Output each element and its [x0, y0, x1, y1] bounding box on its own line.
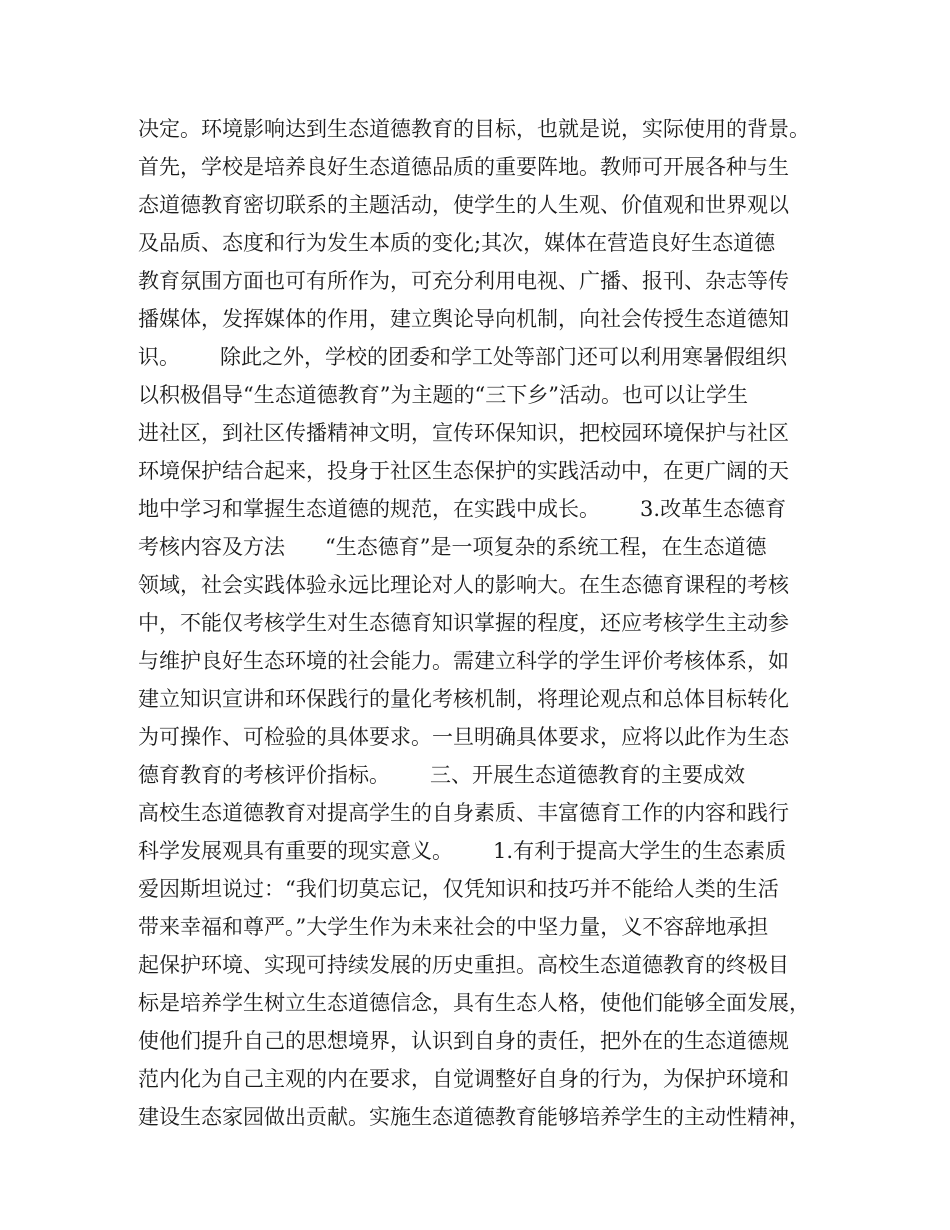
text-line: 进社区，到社区传播精神文明，宣传环保知识，把校园环境保护与社区 [138, 421, 789, 445]
text-line: 建设生态家园做出贡献。实施生态道德教育能够培养学生的主动性精神， [138, 1105, 810, 1129]
text-line: 德育教育的考核评价指标。 三、开展生态道德教育的主要成效 [138, 763, 746, 787]
text-line: 与维护良好生态环境的社会能力。需建立科学的学生评价考核体系，如 [138, 649, 789, 673]
text-line: 高校生态道德教育对提高学生的自身素质、丰富德育工作的内容和践行 [138, 801, 789, 825]
text-line: 首先，学校是培养良好生态道德品质的重要阵地。教师可开展各种与生 [138, 155, 789, 179]
text-line: 领域，社会实践体验永远比理论对人的影响大。在生态德育课程的考核 [138, 573, 789, 597]
text-line: 识。 除此之外，学校的团委和学工处等部门还可以利用寒暑假组织 [138, 345, 788, 369]
text-line: 播媒体，发挥媒体的作用，建立舆论导向机制，向社会传授生态道德知 [138, 307, 789, 331]
text-line: 使他们提升自己的思想境界，认识到自身的责任，把外在的生态道德规 [138, 1029, 789, 1053]
text-line: 为可操作、可检验的具体要求。一旦明确具体要求，应将以此作为生态 [138, 725, 789, 749]
text-line: 中，不能仅考核学生对生态德育知识掌握的程度，还应考核学生主动参 [138, 611, 789, 635]
text-line: 爱因斯坦说过：“我们切莫忘记，仅凭知识和技巧并不能给人类的生活 [138, 877, 779, 901]
text-line: 建立知识宣讲和环保践行的量化考核机制，将理论观点和总体目标转化 [138, 687, 789, 711]
text-line: 决定。环境影响达到生态道德教育的目标，也就是说，实际使用的背景。 [138, 117, 810, 141]
text-line: 环境保护结合起来，投身于社区生态保护的实践活动中，在更广阔的天 [138, 459, 789, 483]
body-text [138, 110, 828, 1136]
text-line: 及品质、态度和行为发生本质的变化;其次，媒体在营造良好生态道德 [138, 231, 776, 255]
text-line: 标是培养学生树立生态道德信念，具有生态人格，使他们能够全面发展， [138, 991, 810, 1015]
text-line: 教育氛围方面也可有所作为，可充分利用电视、广播、报刊、杂志等传 [138, 269, 789, 293]
text-line: 考核内容及方法 “生态德育”是一项复杂的系统工程，在生态道德 [138, 535, 767, 559]
text-line: 以积极倡导“生态道德教育”为主题的“三下乡”活动。也可以让学生 [138, 383, 748, 407]
text-line: 范内化为自己主观的内在要求，自觉调整好自身的行为，为保护环境和 [138, 1067, 789, 1091]
text-line: 地中学习和掌握生态道德的规范，在实践中成长。 3.改革生态德育 [138, 497, 787, 521]
text-line: 科学发展观具有重要的现实意义。 1.有利于提高大学生的生态素质 [138, 839, 787, 863]
text-line: 态道德教育密切联系的主题活动，使学生的人生观、价值观和世界观以 [138, 193, 789, 217]
text-line: 带来幸福和尊严。”大学生作为未来社会的中坚力量，义不容辞地承担 [138, 915, 769, 939]
text-line: 起保护环境、实现可持续发展的历史重担。高校生态道德教育的终极目 [138, 953, 789, 977]
